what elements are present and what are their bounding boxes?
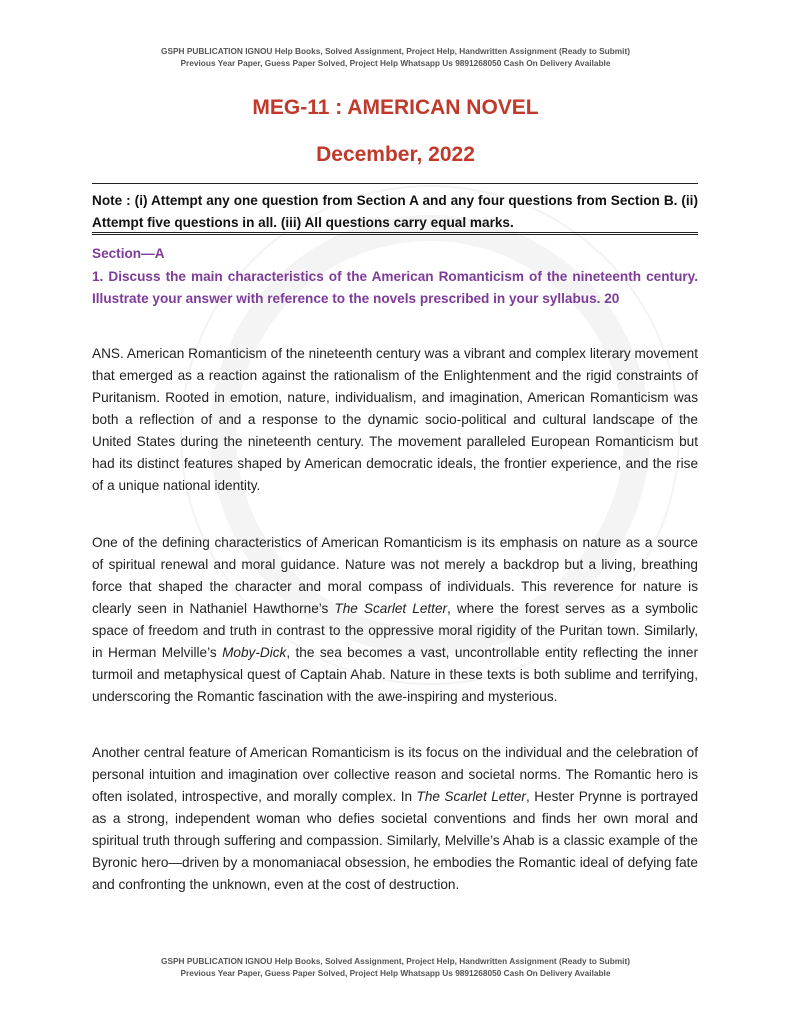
- header-line-2: Previous Year Paper, Guess Paper Solved, Project Help Whatsapp Us 9891268050 Cash On Delivery Available: [180, 58, 611, 68]
- exam-note: Note : (i) Attempt any one question from Section A and any four questions from Section B. (ii) Attempt five questions in all. (iii) All questions carry equal marks.: [92, 193, 698, 230]
- p3-text-c: , Hester Prynne is portrayed as a strong, independent woman who defies societal conventions and finds her own moral and spiritual truth through suffering and compassion. Similarly, Melville’s Ahab is a classic example of the Byronic hero—driven by a monomaniacal obsession, he embodies the Romantic ideal of defying fate and confronting the unknown, even at the cost of destruction.: [92, 789, 699, 892]
- section-label: Section—A: [92, 246, 165, 261]
- answer-paragraph-1: ANS. American Romanticism of the nineteenth century was a vibrant and complex literary movement that emerged as a reaction against the rationalism of the Enlightenment and the rigid constraints of Puritanism. Rooted in emotion, nature, individualism, and imagination, American Romanticism was both a reflection of and a response to the dynamic socio-political and cultural landscape of the United States during the nineteenth century. The movement paralleled European Romanticism but had its distinct features shaped by American democratic ideals, the frontier experience, and the rise of a unique national identity.: [92, 346, 698, 493]
- p3-text-a: Another central feature of American Romanticism is its focus on the individual and the celebration of personal intuition and imagination over collective reason and societal norms. The Romantic hero is often isolated, introspective, and morally complex. In: [92, 745, 698, 804]
- footer-line-1: GSPH PUBLICATION IGNOU Help Books, Solved Assignment, Project Help, Handwritten Assignment (Ready to Submit): [161, 956, 630, 966]
- p2-title-scarlet-letter: The Scarlet Letter: [334, 601, 448, 616]
- page-header: [0, 45, 791, 69]
- question-text: 1. Discuss the main characteristics of the American Romanticism of the nineteenth century. Illustrate your answer with reference to the novels prescribed in your syllabus. 20: [92, 269, 698, 306]
- p3-title-scarlet-letter: The Scarlet Letter: [416, 789, 526, 804]
- footer-line-2: Previous Year Paper, Guess Paper Solved, Project Help Whatsapp Us 9891268050 Cash On Delivery Available: [180, 968, 611, 978]
- p2-text-e: , the sea becomes a vast, uncontrollable entity reflecting the inner turmoil and metaphysical quest of Captain Ahab. Nature in these texts is both sublime and terrifying, underscoring the Romantic fascination with the awe-inspiring and mysterious.: [92, 645, 699, 704]
- answer-paragraph-3: [92, 742, 698, 896]
- exam-session: December, 2022: [316, 143, 475, 166]
- note-bottom-rule: [92, 232, 698, 235]
- p2-title-moby-dick: Moby-Dick: [222, 645, 287, 660]
- p2-text-a: One of the defining characteristics of American Romanticism is its emphasis on nature as a source of spiritual renewal and moral guidance. Nature was not merely a backdrop but a living, breathing force that shaped the character and moral compass of individuals. This reverence for nature is clearly seen in Nathaniel Hawthorne’s: [92, 535, 698, 616]
- page-footer: [0, 955, 791, 979]
- header-line-1: GSPH PUBLICATION IGNOU Help Books, Solved Assignment, Project Help, Handwritten Assignment (Ready to Submit): [161, 46, 630, 56]
- note-top-rule: [92, 183, 698, 184]
- answer-paragraph-2: [92, 532, 698, 708]
- p2-text-c: , where the forest serves as a symbolic space of freedom and truth in contrast to the oppressive moral rigidity of the Puritan town. Similarly, in Herman Melville’s: [92, 601, 699, 660]
- course-title: MEG-11 : AMERICAN NOVEL: [252, 96, 539, 119]
